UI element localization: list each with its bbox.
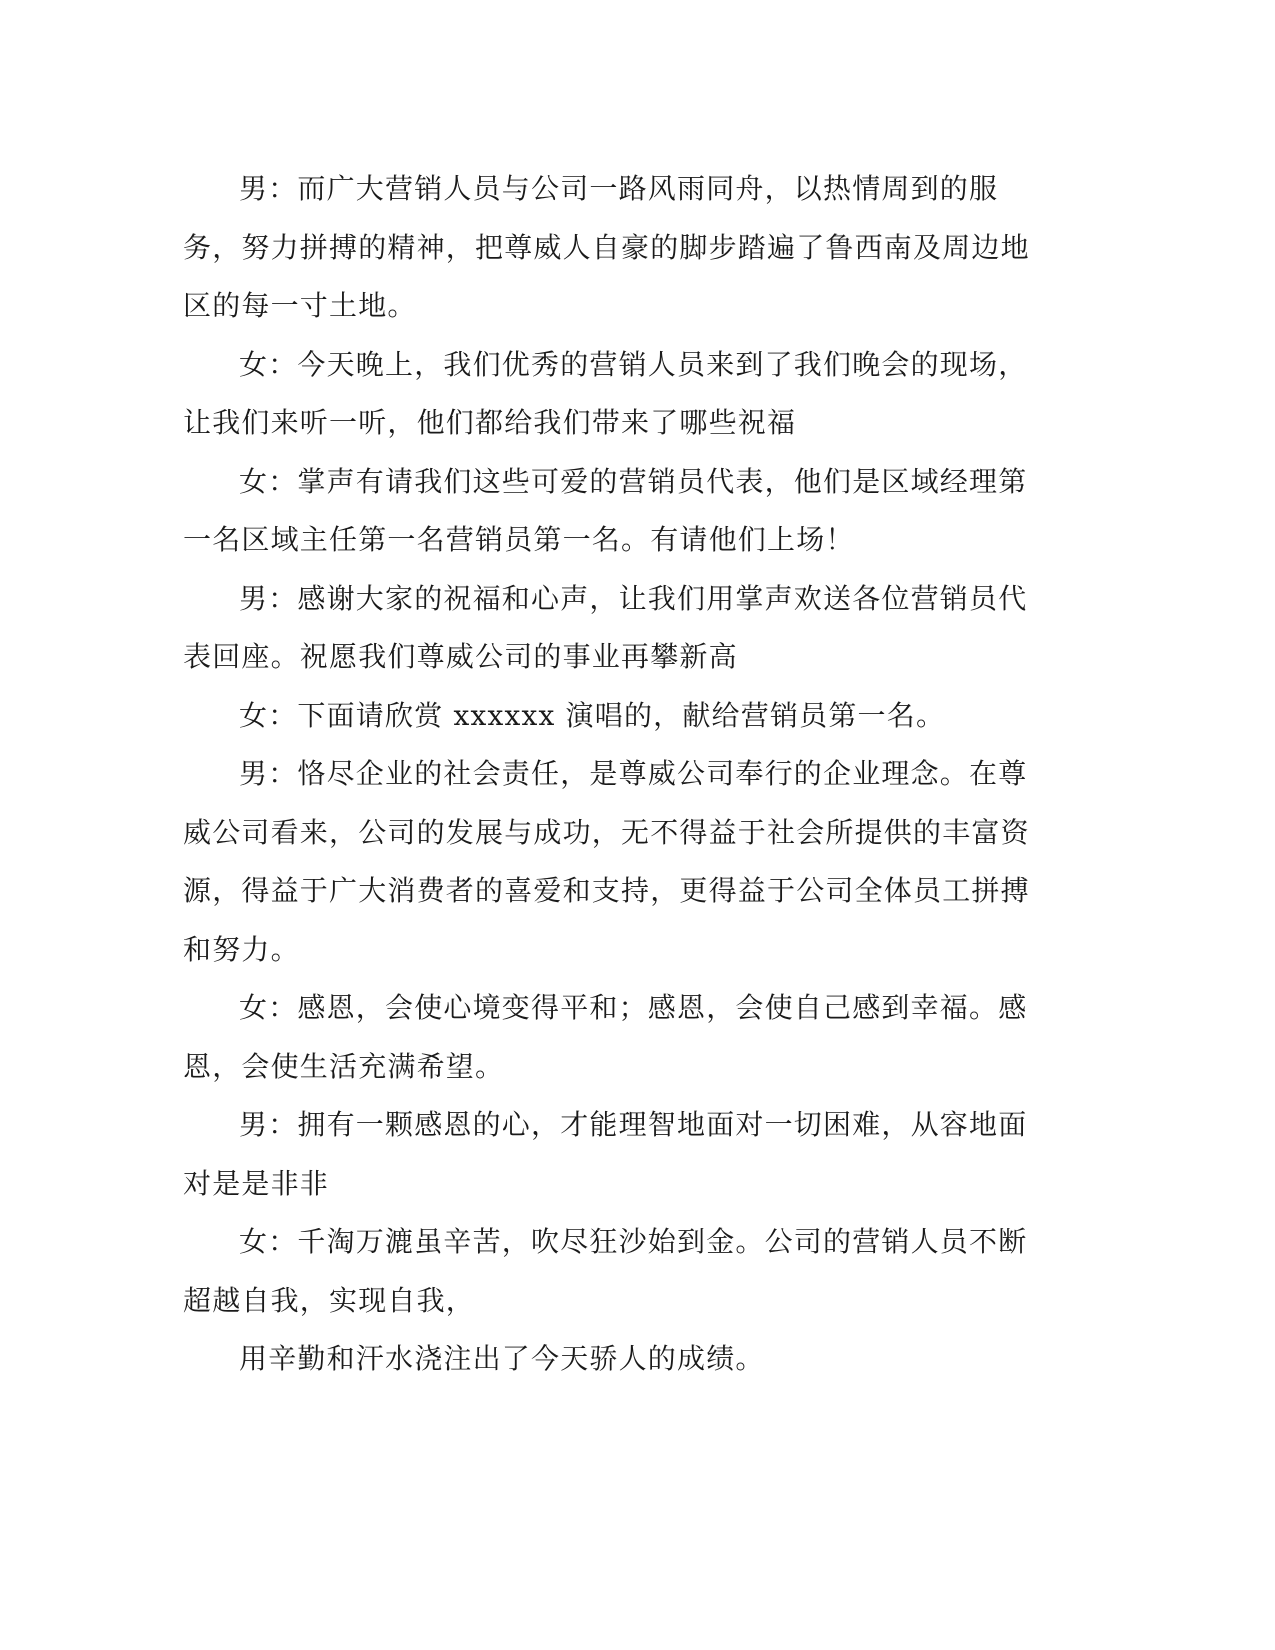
paragraph: 女：千淘万漉虽辛苦，吹尽狂沙始到金。公司的营销人员不断超越自我，实现自我， (183, 1225, 1028, 1317)
document-body (183, 160, 1033, 1389)
paragraph: 男：拥有一颗感恩的心，才能理智地面对一切困难，从容地面对是是非非 (183, 1108, 1028, 1200)
paragraph: 女：今天晚上，我们优秀的营销人员来到了我们晚会的现场，让我们来听一听，他们都给我们带来了哪些祝福 (183, 347, 1028, 439)
paragraph: 用辛勤和汗水浇注出了今天骄人的成绩。 (239, 1342, 765, 1375)
paragraph: 男：感谢大家的祝福和心声，让我们用掌声欢送各位营销员代表回座。祝愿我们尊威公司的事业再攀新高 (183, 581, 1028, 673)
paragraph: 男：恪尽企业的社会责任，是尊威公司奉行的企业理念。在尊威公司看来，公司的发展与成功，无不得益于社会所提供的丰富资源，得益于广大消费者的喜爱和支持，更得益于公司全体员工拼搏和努力。 (183, 757, 1030, 966)
paragraph: 女：下面请欣赏 xxxxxx 演唱的，献给营销员第一名。 (239, 698, 946, 732)
paragraph: 女：感恩，会使心境变得平和；感恩，会使自己感到幸福。感恩，会使生活充满希望。 (183, 991, 1028, 1083)
paragraph: 女：掌声有请我们这些可爱的营销员代表，他们是区域经理第一名区域主任第一名营销员第一名。有请他们上场！ (183, 464, 1028, 556)
paragraph: 男：而广大营销人员与公司一路风雨同舟，以热情周到的服务，努力拼搏的精神，把尊威人自豪的脚步踏遍了鲁西南及周边地区的每一寸土地。 (183, 172, 1030, 322)
